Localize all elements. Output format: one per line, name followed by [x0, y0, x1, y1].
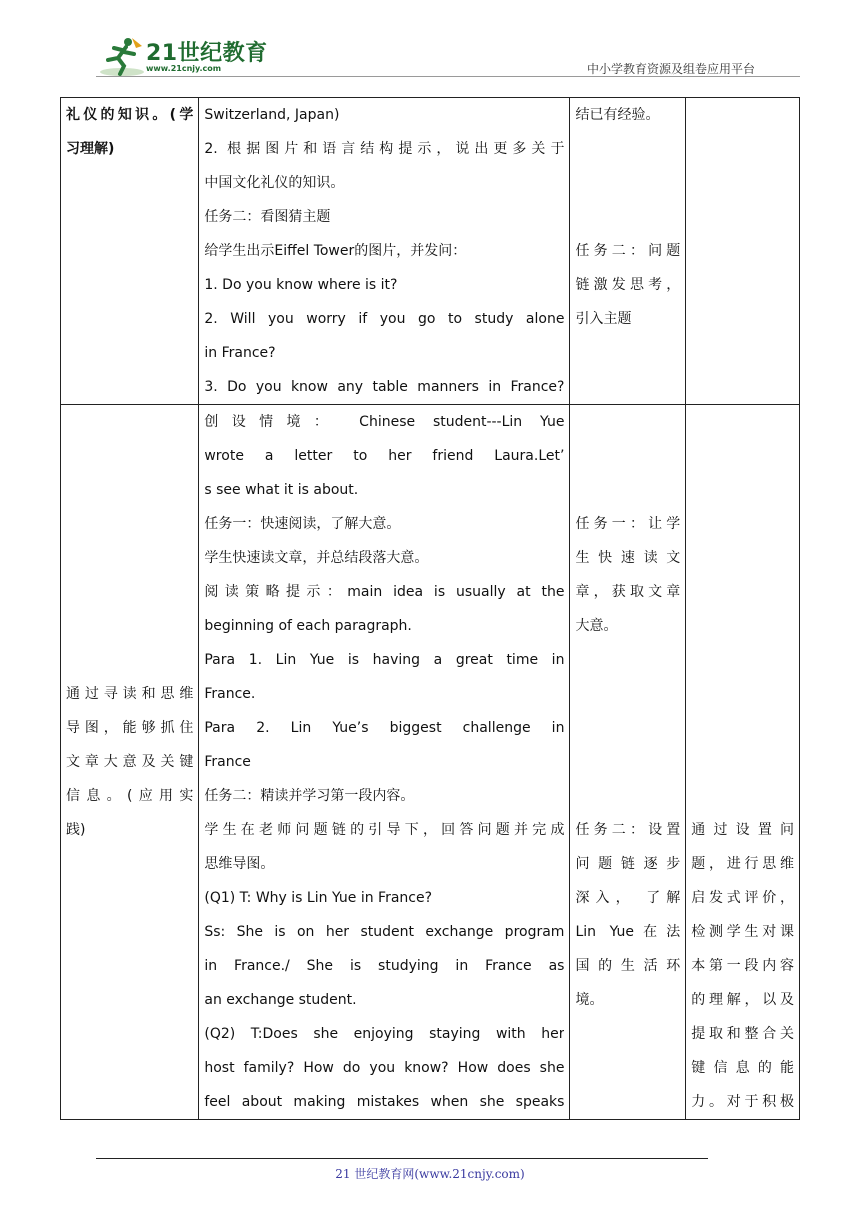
cell-line: 任务一：快速阅读，了解大意。	[204, 516, 401, 532]
cell-line: (Q1) T: Why is Lin Yue in France?	[204, 890, 433, 906]
cell-line: 国的生活环	[575, 958, 681, 974]
intent-cell	[570, 405, 686, 1120]
footer-divider	[96, 1158, 708, 1159]
cell-line: France	[204, 754, 251, 770]
cell-line: 任务一：让学	[575, 516, 681, 532]
logo-text: 21世纪教育	[146, 41, 268, 66]
cell-line: 提取和整合关	[691, 1026, 794, 1042]
cell-line: 创设情境： Chinese student---Lin Yue	[204, 414, 565, 430]
cell-line: 题，进行思维	[691, 856, 794, 872]
cell-line: 2. Will you worry if you go to study alone	[204, 311, 565, 327]
cell-line: 学生在老师问题链的引导下，回答问题并完成	[204, 822, 565, 838]
cell-line: 导图，能够抓住	[66, 720, 194, 736]
cell-line: 习理解)	[66, 141, 115, 157]
cell-line: 3. Do you know any table manners in France?	[204, 379, 565, 395]
cell-line: 检测学生对课	[691, 924, 794, 940]
logo-url: www.21cnjy.com	[146, 64, 222, 73]
cell-line: 力。对于积极	[691, 1094, 794, 1110]
objective-cell	[61, 405, 199, 1120]
cell-line: 链激发思考，	[575, 277, 681, 293]
cell-line: in France./ She is studying in France as	[204, 958, 565, 974]
cell-line: feel about making mistakes when she speaks	[204, 1094, 565, 1110]
cell-line: (Q2) T:Does she enjoying staying with her	[204, 1026, 565, 1042]
cell-line: France.	[204, 686, 256, 702]
cell-line: 践)	[66, 822, 86, 838]
cell-line: 任务二：看图猜主题	[204, 209, 331, 225]
cell-line: 任务二：精读并学习第一段内容。	[204, 788, 415, 804]
cell-line: 2. 根据图片和语言结构提示，说出更多关于	[204, 141, 565, 157]
cell-line: 给学生出示Eiffel Tower的图片，并发问：	[204, 243, 467, 259]
cell-line: 问题链逐步	[575, 856, 681, 872]
cell-line: 深入， 了解	[575, 890, 681, 906]
cell-line: 文章大意及关键	[66, 754, 194, 770]
cell-line: 引入主题	[575, 311, 632, 327]
cell-line: Para 2. Lin Yue’s biggest challenge in	[204, 720, 565, 736]
cell-line: 阅读策略提示：main idea is usually at the	[204, 584, 565, 600]
activity-cell	[199, 405, 570, 1120]
intent-cell	[570, 98, 686, 405]
evaluation-cell	[686, 98, 800, 405]
lesson-plan-table	[60, 97, 800, 1120]
footer-text: 21 世纪教育网(www.21cnjy.com)	[335, 1167, 525, 1181]
cell-line: 结已有经验。	[575, 107, 660, 123]
cell-line: 中国文化礼仪的知识。	[204, 175, 345, 191]
cell-line: an exchange student.	[204, 992, 357, 1008]
cell-line: 本第一段内容	[691, 958, 794, 974]
cell-line: 通过设置问	[691, 822, 794, 838]
cell-line: 的理解，以及	[691, 992, 794, 1008]
runner-icon	[96, 36, 144, 78]
cell-line: 大意。	[575, 618, 618, 634]
cell-line: 思维导图。	[204, 856, 275, 872]
table-row	[61, 98, 800, 405]
cell-line: 通过寻读和思维	[66, 686, 194, 702]
evaluation-cell	[686, 405, 800, 1120]
cell-line: s see what it is about.	[204, 482, 359, 498]
cell-line: beginning of each paragraph.	[204, 618, 412, 634]
cell-line: in France?	[204, 345, 276, 361]
cell-line: 信息。(应用实	[66, 788, 194, 804]
table-row	[61, 405, 800, 1120]
cell-line: 键信息的能	[691, 1060, 794, 1076]
objective-cell	[61, 98, 199, 405]
cell-line: 启发式评价，	[691, 890, 794, 906]
cell-line: host family? How do you know? How does she	[204, 1060, 565, 1076]
cell-line: 章，获取文章	[575, 584, 681, 600]
cell-line: Ss: She is on her student exchange program	[204, 924, 565, 940]
cell-line: 学生快速读文章，并总结段落大意。	[204, 550, 429, 566]
header-divider	[96, 76, 800, 77]
cell-line: 境。	[575, 992, 604, 1008]
cell-line: wrote a letter to her friend Laura.Let’	[204, 448, 565, 464]
cell-line: Lin Yue在法	[575, 924, 681, 940]
cell-line: 生快速读文	[575, 550, 681, 566]
cell-line: 任务二：问题	[575, 243, 681, 259]
activity-cell	[199, 98, 570, 405]
platform-title: 中小学教育资源及组卷应用平台	[586, 62, 755, 76]
cell-line: Para 1. Lin Yue is having a great time in	[204, 652, 565, 668]
cell-line: 任务二：设置	[575, 822, 681, 838]
cell-line: Switzerland, Japan)	[204, 107, 340, 123]
cell-line: 1. Do you know where is it?	[204, 277, 398, 293]
cell-line: 礼仪的知识。(学	[66, 107, 194, 123]
